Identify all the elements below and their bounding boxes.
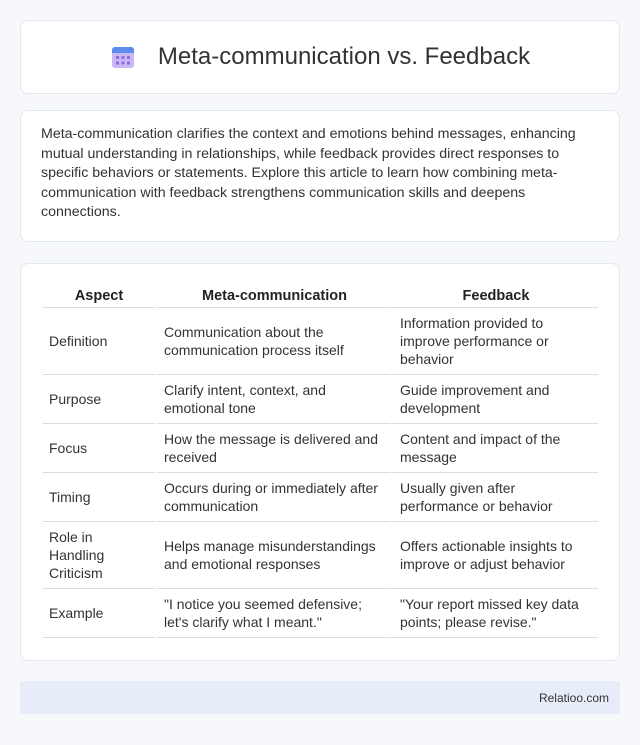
meta-communication-cell: Occurs during or immediately after communication bbox=[155, 473, 391, 522]
meta-communication-cell: How the message is delivered and received bbox=[155, 424, 391, 473]
feedback-cell: Guide improvement and development bbox=[391, 375, 598, 424]
aspect-cell: Role in Handling Criticism bbox=[43, 522, 155, 589]
column-header-aspect: Aspect bbox=[43, 284, 155, 308]
meta-communication-cell: Clarify intent, context, and emotional tone bbox=[155, 375, 391, 424]
table-row bbox=[43, 589, 598, 638]
column-header-meta-communication: Meta-communication bbox=[155, 284, 391, 308]
comparison-table bbox=[43, 284, 598, 638]
footer-bar bbox=[20, 681, 620, 714]
comparison-card bbox=[20, 263, 620, 661]
table-header-row bbox=[43, 284, 598, 308]
table-row bbox=[43, 473, 598, 522]
aspect-cell: Example bbox=[43, 589, 155, 638]
feedback-cell: "Your report missed key data points; please revise." bbox=[391, 589, 598, 638]
feedback-cell: Information provided to improve performance or behavior bbox=[391, 308, 598, 375]
aspect-cell: Focus bbox=[43, 424, 155, 473]
title-card bbox=[20, 20, 620, 94]
feedback-cell: Content and impact of the message bbox=[391, 424, 598, 473]
meta-communication-cell: "I notice you seemed defensive; let's clarify what I meant." bbox=[155, 589, 391, 638]
footer-brand: Relatioo.com bbox=[538, 690, 609, 705]
aspect-cell: Definition bbox=[43, 308, 155, 375]
intro-card bbox=[20, 110, 620, 242]
table-row bbox=[43, 308, 598, 375]
feedback-cell: Offers actionable insights to improve or adjust behavior bbox=[391, 522, 598, 589]
column-header-feedback: Feedback bbox=[391, 284, 598, 308]
intro-paragraph: Meta-communication clarifies the context and emotions behind messages, enhancing mutual understanding in relationships, while feedback provides direct responses to specific behaviors or statements. Explore this article to learn how combining meta-communication with feedback strengthens communication skills and deepens connections. bbox=[41, 126, 576, 220]
meta-communication-cell: Communication about the communication process itself bbox=[155, 308, 391, 375]
meta-communication-cell: Helps manage misunderstandings and emotional responses bbox=[155, 522, 391, 589]
aspect-cell: Purpose bbox=[43, 375, 155, 424]
table-row bbox=[43, 375, 598, 424]
calendar-icon bbox=[110, 44, 136, 70]
feedback-cell: Usually given after performance or behavior bbox=[391, 473, 598, 522]
table-row bbox=[43, 424, 598, 473]
table-row bbox=[43, 522, 598, 589]
aspect-cell: Timing bbox=[43, 473, 155, 522]
page-title: Meta-communication vs. Feedback bbox=[157, 43, 531, 70]
